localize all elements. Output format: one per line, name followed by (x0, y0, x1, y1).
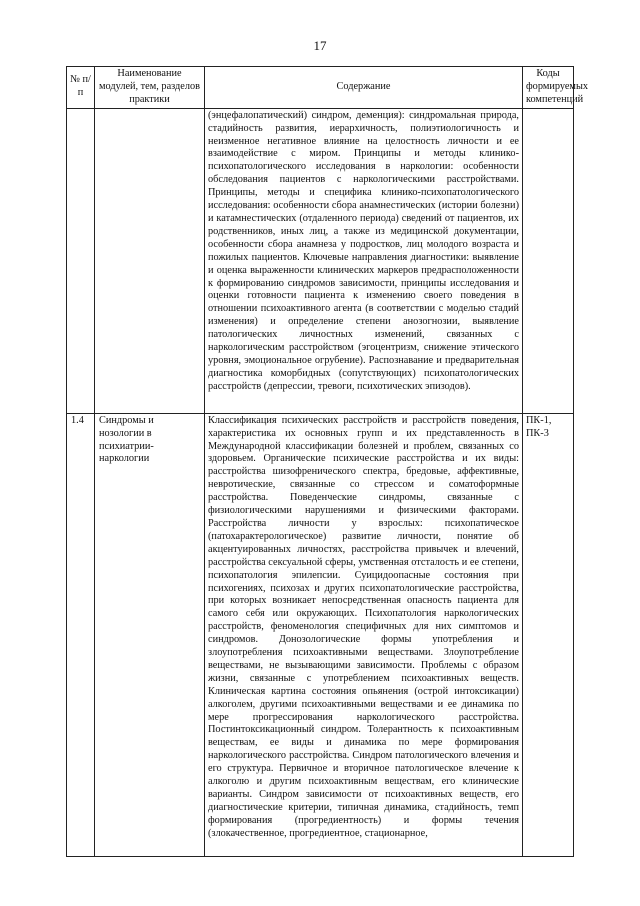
row-content: (энцефалопатический) синдром, деменция): синдромальная природа, стадийность развития, иерархичность, полиэтиологичность и неизменное негативное влияние на целостность личности и ее взаимодействие с миром. Принципы и методы клинико-психопатологического исследования в наркологии: особенности обследования пациентов с наркологическими расстройствами. Принципы, методы и специфика клинико-психопатологического исследования: особенности сбора анамнестических (истории болезни) и катамнестических (отдаленного периода) сведений от пациентов, их родственников, иных лиц, а также из медицинской документации, особенности сбора анамнеза у подростков, лиц молодого возраста и пожилых пациентов. Ключевые направления диагностики: выявление и оценка выраженности клинических маркеров предрасположенности к формированию синдромов зависимости, принципы исследования и оценки готовности пациента к изменению своего поведения в отношении психоактивного агента (в соответствии с моделью стадий изменения) и определение степени анозогнозии, выявление патологических личностных изменений, связанных с наркологическим расстройством (эгоцентризм, снижение этического уровня, эмоциональное огрубение). Распознавание и предварительная диагностика коморбидных (сопутствующих) психопатологических расстройств (депрессии, тревоги, психотических эпизодов). (205, 108, 523, 413)
table-row (67, 108, 574, 413)
table-header-row (67, 67, 574, 109)
row-content: Классификация психических расстройств и расстройств поведения, характеристика их основных групп и их представленность в Международной классификации болезней и проблем, связанных со здоровьем. Органические психические расстройства и их виды: расстройства шизофренического спектра, бредовые, аффективные, невротические, связанные со стрессом и соматоформные расстройства. Поведенческие синдромы, связанные с физиологическими нарушениями и физическими факторами. Расстройства личности у взрослых: психопатическое (патохарактерологическое) развитие личности, понятие об акцентуированных личностях, расстройства привычек и влечений, расстройства сексуальной сферы, умственная отсталость и ее степени, психопатология эпилепсии. Суицидоопасные состояния при психогениях, психозах и других психопатологические расстройства, при которых возникает непосредственная опасность пациента для самого себя или окружающих. Психопатология наркологических расстройств, феноменология специфичных для них симптомов и синдромов. Донозологические формы употребления и злоупотребления психоактивными веществами. Злоупотребление веществами, не вызывающими зависимости. Проблемы с образом жизни, связанные с употреблением психоактивных веществ. Клиническая картина состояния опьянения (острой интоксикации) алкоголем, другими психоактивными веществами и ее динамика по мере прогрессирования наркологического расстройства. Постинтоксикационный синдром. Толерантность к психоактивным веществам, ее виды и динамика по мере формирования наркологического расстройства. Синдром патологического влечения и его структура. Первичное и вторичное патологическое влечение к алкоголю и другим психоактивным веществам, его клинические варианты. Синдром зависимости от психоактивных веществ, его диагностические критерии, типичная динамика, стадийность, темп формирования (прогредиентность) и формы течения (злокачественное, прогредиентное, стационарное, (205, 413, 523, 856)
page-number: 17 (313, 38, 327, 53)
row-module-name: Синдромы и нозологии в психиатрии-наркологии (95, 413, 205, 856)
header-name: Наименование модулей, тем, разделов практики (95, 67, 205, 109)
row-number: 1.4 (67, 413, 95, 856)
row-module-name (95, 108, 205, 413)
table-row (67, 413, 574, 856)
curriculum-table (66, 66, 589, 857)
header-codes: Коды формируемых компетенций (523, 67, 574, 109)
header-num: № п/п (67, 67, 95, 109)
row-number (67, 108, 95, 413)
row-competency-codes (523, 108, 574, 413)
row-competency-codes: ПК-1, ПК-3 (523, 413, 574, 856)
header-content: Содержание (205, 67, 523, 109)
